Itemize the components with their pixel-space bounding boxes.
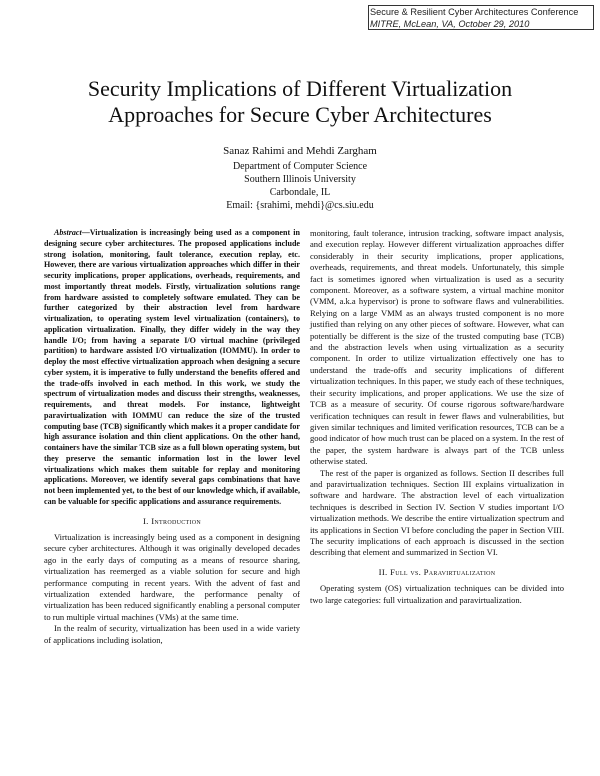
author-email: Email: {srahimi, mehdi}@cs.siu.edu (226, 200, 374, 211)
intro-paragraph-1: Virtualization is increasingly being used as a component in designing secure cyber architectures. Although it was originally developed decades ago in the early days of computing as a means of resource sharing, virtualization has reemerged as a viable solution for secure and high performance computing in recent years. With the advent of fast and virtualization extended hardware, the performance penalty of virtualization has been reduced significantly enabling a personal computer to run multiple virtual machines (VMs) at the same time. (44, 531, 300, 622)
conference-name: Secure & Resilient Cyber Architectures Conference (370, 7, 579, 17)
intro-paragraph-3: The rest of the paper is organized as follows. Section II describes full and paravirtualization techniques. Section III explains virtualization in software and hardware. The abstraction level of each virtualization techniques is described in Section IV. Section V studies important I/O virtualization methods. We describe the entire virtualization spectrum and its applications in Section VI before concluding the paper in Section VIII. The security implications of each approach is discussed in the section describing that element and summarized in Section VI. (310, 467, 564, 558)
left-column (44, 228, 300, 646)
conference-location-date: MITRE, McLean, VA, October 29, 2010 (370, 19, 530, 29)
abstract-text: —Virtualization is increasingly being used as a component in designing secure cyber architectures. The proposed applications include strong isolation, monitoring, fault tolerance, execution replay, etc. However, there are various virtualization approaches which differ in their security implications, proper applications, overheads, requirements, and most importantly threat models. Firstly, virtualization solutions range from hardware assisted to completely software emulated. They can be further categorized by their abstraction level from hardware virtualization, to operating system level virtualization (containers), to application virtualization. Finally, they differ widely in the way they handle I/O; from having a separate I/O virtual machine (privileged partition) to hardware assisted I/O virtualization (IOMMU). In order to deploy the most effective virtualization approach when designing a secure cyber system, it is imperative to fully understand the benefits offered and the trade-offs involved in each method. In this work, we study the spectrum of virtualization modes and discuss their strengths, weaknesses, requirements, and threat models. For instance, lightweight paravirtualization with IOMMU can reduce the size of the trusted computing base (TCB) significantly which makes it a proper candidate for high assurance isolation and thin client applications. On the other hand, containers have the similar TCB size as a full blown operating system, but they preserve the semantic information lost in the lower level virtualizations which makes them suitable for replay and monitoring applications. Moreover, we identify several gaps combinations that have not been implemented yet, to the best of our knowledge which, if available, can be valuable for specific applications and assurance requirements. (44, 228, 300, 506)
affiliation-department: Department of Computer Science (232, 161, 368, 172)
section-1-heading (44, 516, 300, 527)
intro-paragraph-2-start: In the realm of security, virtualization has been used in a wide variety of applications including isolation, (44, 623, 300, 645)
section-2-heading (310, 567, 564, 578)
section-2-paragraph-1: Operating system (OS) virtualization techniques can be divided into two large categories: full virtualization and paravirtualization. (310, 583, 564, 605)
section-1-title: Introduction (151, 515, 202, 526)
section-2-number: II. (378, 566, 388, 577)
intro-paragraph-2-continued: monitoring, fault tolerance, intrusion tracking, software impact analysis, and execution replay. However different virtualization approaches differ considerably in their security implications, proper applications, overheads, requirements, and threat models. Unfortunately, this simple fact is sometimes ignored when virtualization is used as a security component. Moreover, as a software system, a virtual machine monitor (VMM, a.k.a hypervisor) is prone to software flaws and vulnerabilities. Relying on a large VMM as an always trusted component is no more justified than relying on any other pieces of software. However, what can potentially be different is the size of the trusted computing base (TCB) and the abstraction levels when using virtualization as a security component. In order to utilize virtualization effectively one has to understand the trade-offs and security implications of different virtualization techniques. In this paper, we study each of these techniques, their security implications, and proper applications. We use the size of TCB as a measure of security. Of course rigorous software/hardware verification techniques can result in fewer flaws and vulnerabilities, but given similar techniques and limited verification resources, TCB can be a good indicator of how much trust can be placed on a system. In the rest of the paper, the system hardware is always part of the TCB unless otherwise stated. (310, 228, 564, 467)
paper-title-line-1: Security Implications of Different Virtualization (87, 76, 513, 101)
section-1-number: I. (142, 515, 149, 526)
abstract (44, 228, 300, 508)
paper-title-line-2: Approaches for Secure Cyber Architectures (108, 102, 492, 127)
affiliation-university: Southern Illinois University (244, 174, 356, 185)
affiliation-city: Carbondale, IL (269, 187, 331, 198)
right-column (310, 228, 564, 606)
paper-title (40, 76, 560, 128)
conference-banner (368, 5, 594, 30)
section-2-title: Full vs. Paravirtualization (390, 566, 496, 577)
author-names: Sanaz Rahimi and Mehdi Zargham (223, 145, 377, 157)
author-block (100, 145, 500, 212)
abstract-label: Abstract (54, 228, 82, 237)
